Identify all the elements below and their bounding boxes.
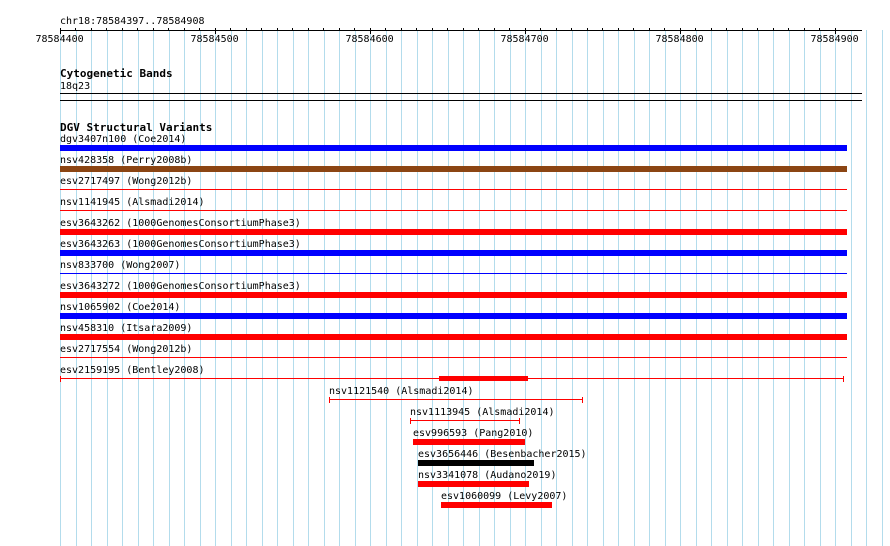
ruler-tick xyxy=(385,28,386,31)
feature-core-bar[interactable] xyxy=(439,376,528,381)
feature-label[interactable]: esv996593 (Pang2010) xyxy=(413,428,534,439)
ruler-tick xyxy=(478,28,479,31)
feature-label[interactable]: nsv833700 (Wong2007) xyxy=(60,260,181,271)
feature-end-tick xyxy=(410,418,411,424)
ruler-tick xyxy=(168,28,169,31)
feature-bar[interactable] xyxy=(418,481,529,487)
ruler-tick xyxy=(695,28,696,31)
ruler-tick-label: 78584800 xyxy=(655,34,704,45)
feature-end-tick xyxy=(329,397,330,403)
ruler-tick xyxy=(602,28,603,31)
feature-bar[interactable] xyxy=(60,334,847,340)
feature-end-tick xyxy=(60,376,61,382)
feature-label[interactable]: nsv1065902 (Coe2014) xyxy=(60,302,181,313)
cytoband-bar-top xyxy=(60,93,862,94)
feature-label[interactable]: nsv1141945 (Alsmadi2014) xyxy=(60,197,205,208)
ruler-tick-label: 78584700 xyxy=(500,34,549,45)
feature-bar[interactable] xyxy=(60,250,847,256)
ruler-tick xyxy=(277,28,278,31)
ruler-tick xyxy=(153,28,154,31)
feature-label[interactable]: esv2717554 (Wong2012b) xyxy=(60,344,193,355)
feature-label[interactable]: dgv3407n100 (Coe2014) xyxy=(60,134,187,145)
feature-end-tick xyxy=(843,376,844,382)
feature-bar[interactable] xyxy=(441,502,552,508)
ruler-tick xyxy=(742,28,743,31)
ruler-tick xyxy=(788,28,789,31)
ruler-tick xyxy=(757,28,758,31)
ruler-tick-label: 78584600 xyxy=(345,34,394,45)
dgv-track-title: DGV Structural Variants xyxy=(60,121,213,134)
ruler-tick xyxy=(323,28,324,31)
ruler-tick xyxy=(463,28,464,31)
feature-label[interactable]: esv3643262 (1000GenomesConsortiumPhase3) xyxy=(60,218,301,229)
feature-bar[interactable] xyxy=(418,460,534,466)
feature-label[interactable]: nsv3341078 (Audano2019) xyxy=(418,470,557,481)
ruler-tick xyxy=(401,28,402,31)
ruler-tick xyxy=(416,28,417,31)
ruler-tick xyxy=(432,28,433,31)
ruler-tick xyxy=(354,28,355,31)
ruler-tick xyxy=(137,28,138,31)
region-label: chr18:78584397..78584908 xyxy=(60,16,205,27)
ruler-tick xyxy=(230,28,231,31)
ruler-tick xyxy=(571,28,572,31)
ruler-tick xyxy=(75,28,76,31)
ruler-tick xyxy=(819,28,820,31)
feature-bar[interactable] xyxy=(60,229,847,235)
ruler-tick xyxy=(184,28,185,31)
cytoband-label: 18q23 xyxy=(60,81,91,92)
feature-bar[interactable] xyxy=(60,292,847,298)
feature-end-tick xyxy=(519,418,520,424)
ruler-tick-label: 78584400 xyxy=(35,34,84,45)
feature-bar[interactable] xyxy=(60,166,847,172)
feature-bar[interactable] xyxy=(410,420,520,421)
ruler-tick xyxy=(106,28,107,31)
cytoband-bar-bottom xyxy=(60,100,862,101)
feature-label[interactable]: nsv428358 (Perry2008b) xyxy=(60,155,193,166)
ruler-tick xyxy=(246,28,247,31)
ruler-tick xyxy=(664,28,665,31)
ruler-tick xyxy=(618,28,619,31)
cytoband-track-title: Cytogenetic Bands xyxy=(60,67,173,80)
ruler-tick xyxy=(773,28,774,31)
feature-label[interactable]: nsv1121540 (Alsmadi2014) xyxy=(329,386,474,397)
ruler-tick xyxy=(292,28,293,31)
feature-bar[interactable] xyxy=(60,145,847,151)
feature-label[interactable]: esv2159195 (Bentley2008) xyxy=(60,365,205,376)
ruler-tick xyxy=(91,28,92,31)
ruler-tick xyxy=(447,28,448,31)
ruler-tick xyxy=(540,28,541,31)
ruler-tick xyxy=(122,28,123,31)
ruler-tick xyxy=(509,28,510,31)
feature-bar[interactable] xyxy=(60,273,847,274)
ruler-tick-label: 78584900 xyxy=(810,34,859,45)
feature-bar[interactable] xyxy=(60,189,847,190)
ruler-tick xyxy=(199,28,200,31)
ruler-tick xyxy=(711,28,712,31)
feature-bar[interactable] xyxy=(60,210,847,211)
ruler-tick xyxy=(339,28,340,31)
ruler-tick xyxy=(649,28,650,31)
feature-bar[interactable] xyxy=(413,439,525,445)
ruler-tick xyxy=(494,28,495,31)
feature-label[interactable]: nsv458310 (Itsara2009) xyxy=(60,323,193,334)
ruler-tick-label: 78584500 xyxy=(190,34,239,45)
feature-label[interactable]: esv2717497 (Wong2012b) xyxy=(60,176,193,187)
feature-bar[interactable] xyxy=(60,313,847,319)
feature-label[interactable]: esv3643272 (1000GenomesConsortiumPhase3) xyxy=(60,281,301,292)
ruler-tick xyxy=(633,28,634,31)
ruler-tick xyxy=(556,28,557,31)
ruler-tick xyxy=(726,28,727,31)
feature-bar[interactable] xyxy=(329,399,583,400)
feature-label[interactable]: esv1060099 (Levy2007) xyxy=(441,491,568,502)
ruler-tick xyxy=(308,28,309,31)
ruler-tick xyxy=(587,28,588,31)
ruler-tick xyxy=(804,28,805,31)
feature-bar[interactable] xyxy=(60,357,847,358)
feature-label[interactable]: esv3656446 (Besenbacher2015) xyxy=(418,449,587,460)
feature-label[interactable]: esv3643263 (1000GenomesConsortiumPhase3) xyxy=(60,239,301,250)
feature-end-tick xyxy=(582,397,583,403)
ruler-tick xyxy=(261,28,262,31)
feature-label[interactable]: nsv1113945 (Alsmadi2014) xyxy=(410,407,555,418)
